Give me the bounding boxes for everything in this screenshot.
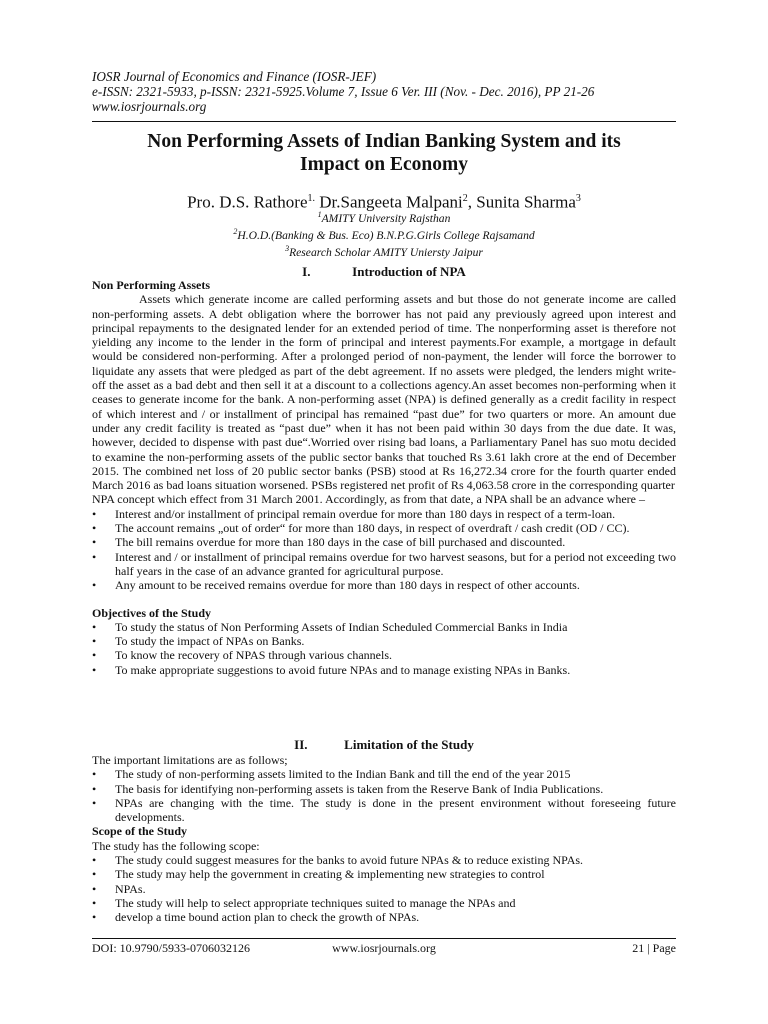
list-item: • To make appropriate suggestions to avoid future NPAs and to manage existing NPAs in Banks. [92,663,676,677]
list-item: • The account remains „out of order“ for more than 180 days, in respect of overdraft / cash credit (OD / CC). [92,521,676,535]
objectives-list [92,620,676,677]
affiliation-1-mark: 1 [317,210,322,219]
affiliation-2-mark: 2 [233,226,238,236]
affiliations [92,208,676,259]
affiliation-3-text: Research Scholar AMITY Uniersty Jaipur [289,245,483,259]
list-item: • Interest and / or installment of principal remains overdue for two harvest seasons, but for a period not exceeding two half years in the case of an advance granted for agricultural purpose. [92,550,676,579]
list-item: • Interest and/or installment of principal remain overdue for more than 180 days in respect of a term-loan. [92,507,676,521]
section-2-title: Limitation of the Study [344,737,474,752]
author-2: Dr.Sangeeta Malpani [315,192,463,212]
npa-concept-paragraph: NPA concept which effect from 31 March 2001. Accordingly, as from that date, a NPA shall be an advance where – [92,492,645,507]
limitations-intro: The important limitations are as follows; [92,753,288,767]
list-item: • The study will help to select appropriate techniques suited to manage the NPAs and [92,896,676,910]
title-line-2: Impact on Economy [300,154,468,175]
footer-page-number: 21 | Page [632,941,676,955]
affiliation-1 [92,208,676,225]
section-1-number: I. [302,264,311,279]
affiliation-3 [92,242,676,259]
list-item: • NPAs are changing with the time. The study is done in the present environment without foreseeing future developments. [92,796,676,825]
objectives-heading: Objectives of the Study [92,605,211,620]
section-1-title: Introduction of NPA [352,264,466,279]
paper-title [92,130,676,176]
section-2-heading [92,737,676,753]
author-2-mark: 2 [462,193,468,204]
list-item: • The study could suggest measures for the banks to avoid future NPAs & to reduce existing NPAs. [92,853,676,867]
section-2-body [92,753,676,925]
author-3-mark: 3 [575,193,581,204]
journal-site: www.iosrjournals.org [92,99,207,114]
list-item: • The bill remains overdue for more than 180 days in the case of bill purchased and discounted. [92,535,676,549]
footer-rule [92,938,676,939]
journal-issn: e-ISSN: 2321-5933, p-ISSN: 2321-5925.Volume 7, Issue 6 Ver. III (Nov. - Dec. 2016), PP 21-26 [92,84,595,99]
npa-subheading: Non Performing Assets [92,278,210,292]
affiliation-2-text: H.O.D.(Banking & Bus. Eco) B.N.P.G.Girls College Rajsamand [237,228,535,242]
author-1: Pro. D.S. Rathore [187,192,308,212]
title-line-1: Non Performing Assets of Indian Banking System and its [147,131,621,152]
journal-name: IOSR Journal of Economics and Finance (IOSR-JEF) [92,69,377,84]
npa-paragraph: Assets which generate income are called performing assets and but those do not generate income are called non-performing assets. A debt obligation where the borrower has not paid any previously agreed upon interest and principal repayments to the designated lender for an extended period of time. The nonperforming asset is therefore not yielding any income to the lender in the form of principal and interest payments.For example, a mortgage in default would be considered non-performing. After a prolonged period of non-payment, the lender will force the borrower to liquidate any assets that were pledged as part of the debt agreement. If no assets were pledged, the lenders might write-off the asset as a bad debt and then sell it at a discount to a collections agency.An asset becomes non-performing when it ceases to generate income for the bank. A non-performing asset (NPA) is defined generally as a credit facility in respect of which interest and / or installment of principal has remained “past due” for two quarters or more. An amount due under any credit facility is treated as “past due” when it has not been paid within 30 days from the due date. It was, however, decided to dispense with past due“.Worried over rising bad loans, a Parliamentary Panel has suo motu decided to examine the non-performing assets of the public sector banks that touched Rs 3.61 lakh crore at the end of December 2015. The combined net loss of 20 public sector banks (PSB) stood at Rs 16,272.34 crore for the fourth quarter ended March 2016 as bad loans situation worsened. PSBs registered net profit of Rs 4,063.58 crore in the corresponding quarter [92,292,676,493]
section-1-body [92,278,676,677]
npa-criteria-list [92,507,676,593]
footer-site: www.iosrjournals.org [332,941,436,955]
list-item: • To study the impact of NPAs on Banks. [92,634,676,648]
author-3: , Sunita Sharma [467,192,576,212]
list-item: • NPAs. [92,882,676,896]
author-1-mark: 1. [307,193,315,204]
journal-header [92,69,692,114]
affiliation-2 [92,225,676,242]
list-item: • The study of non-performing assets limited to the Indian Bank and till the end of the year 2015 [92,767,676,781]
list-item: • develop a time bound action plan to check the growth of NPAs. [92,910,676,924]
header-rule [92,121,676,122]
list-item: • The study may help the government in creating & implementing new strategies to control [92,867,676,881]
scope-heading: Scope of the Study [92,824,188,839]
scope-intro: The study has the following scope: [92,838,260,853]
limitations-list [92,767,676,824]
list-item: • The basis for identifying non-performing assets is taken from the Reserve Bank of India Publications. [92,782,676,796]
list-item: • To study the status of Non Performing Assets of Indian Scheduled Commercial Banks in India [92,620,676,634]
scope-list [92,853,676,924]
list-item: • To know the recovery of NPAS through various channels. [92,648,676,662]
section-2-number: II. [294,737,308,752]
affiliation-3-mark: 3 [285,243,290,253]
affiliation-1-text: AMITY University Rajsthan [321,211,451,225]
list-item: • Any amount to be received remains overdue for more than 180 days in respect of other accounts. [92,578,676,592]
footer-doi: DOI: 10.9790/5933-0706032126 [92,941,250,955]
